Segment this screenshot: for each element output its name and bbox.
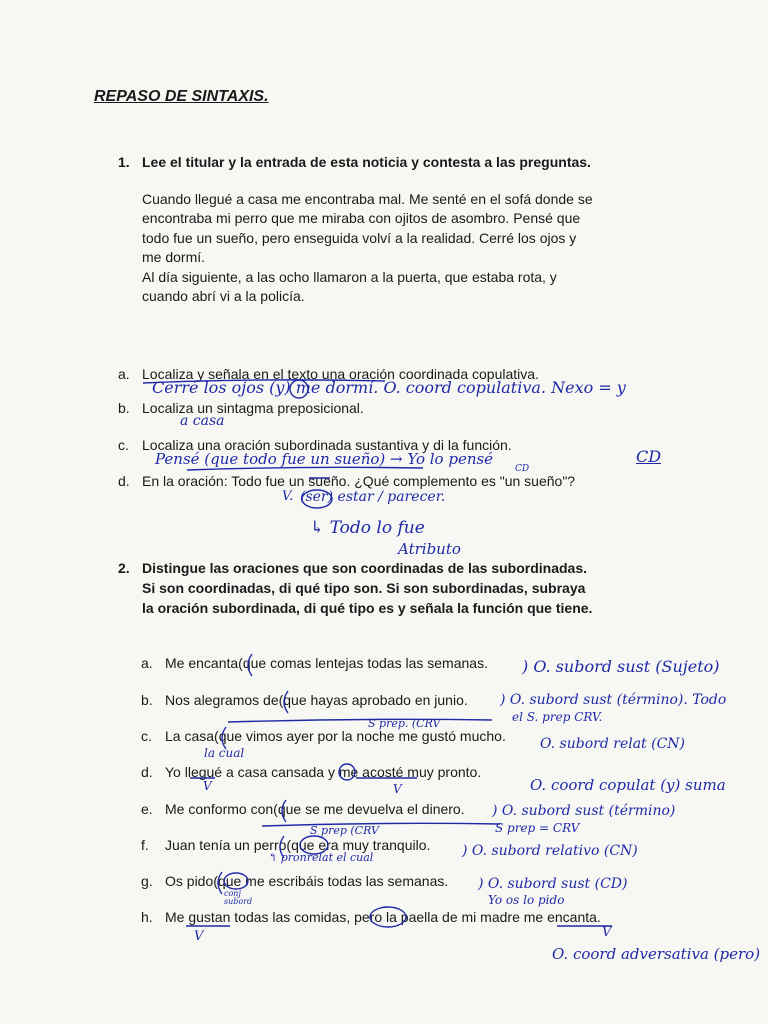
handwritten-answer: V <box>602 925 612 940</box>
paragraph-line: Cuando llegué a casa me encontraba mal. Me senté en el sofá donde se <box>142 191 593 207</box>
question-number: 1. <box>118 154 130 170</box>
page-title: REPASO DE SINTAXIS. <box>94 88 269 105</box>
handwritten-answer: ↳ Todo lo fue <box>310 518 425 538</box>
item-label: h. <box>141 909 153 925</box>
handwritten-answer: el S. prep CRV. <box>512 710 603 724</box>
handwritten-answer: ) O. subord relativo (CN) <box>462 843 638 859</box>
underline-mark <box>228 719 492 722</box>
handwritten-answer: ) O. subord sust (CD) <box>478 876 628 892</box>
handwritten-answer: S prep = CRV <box>495 821 580 835</box>
item-label: f. <box>141 837 149 853</box>
item-text: Localiza una oración subordinada sustantiva y di la función. <box>142 437 512 453</box>
handwritten-answer: S prep (CRV <box>310 824 379 837</box>
item-label: g. <box>141 873 153 889</box>
handwritten-answer: a casa <box>180 413 225 429</box>
handwritten-answer: conj subord <box>224 889 253 906</box>
item-text: Me gustan todas las comidas, pero la paella de mi madre me encanta. <box>165 909 601 925</box>
handwritten-answer: ) O. subord sust (término). Todo <box>500 692 727 708</box>
item-text: En la oración: Todo fue un sueño. ¿Qué complemento es "un sueño"? <box>142 473 576 489</box>
item-text: Nos alegramos de(que hayas aprobado en junio. <box>165 692 468 708</box>
question-number: 2. <box>118 560 130 576</box>
handwritten-answer: Cerré los ojos (y) me dormí. O. coord copulativa. Nexo = y <box>152 378 626 397</box>
item-text: La casa(que vimos ayer por la noche me gustó mucho. <box>165 728 506 744</box>
handwritten-answer: V <box>393 782 402 796</box>
handwritten-answer: Yo os lo pido <box>488 893 565 907</box>
handwritten-answer: (ser) estar / parecer. <box>300 489 446 505</box>
handwritten-answer: CD <box>636 447 662 466</box>
paragraph-line: encontraba mi perro que me miraba con ojitos de asombro. Pensé que <box>142 210 581 227</box>
item-label: c. <box>118 437 129 453</box>
item-label: d. <box>141 764 153 780</box>
item-text: Localiza un sintagma preposicional. <box>142 400 364 416</box>
underline-mark <box>262 823 500 826</box>
handwritten-answer: O. coord copulat (y) suma <box>530 776 726 794</box>
item-text: Localiza y señala en el texto una oración coordinada copulativa. <box>142 366 539 382</box>
paragraph-line: cuando abrí vi a la policía. <box>142 288 305 305</box>
handwritten-answer: V <box>203 779 212 793</box>
item-text: Me encanta(que comas lentejas todas las semanas. <box>165 655 488 671</box>
question-text-line: Distingue las oraciones que son coordinadas de las subordinadas. <box>142 560 587 576</box>
handwritten-answer: V. <box>282 489 294 504</box>
paragraph-line: todo fue un sueño, pero enseguida volví a la realidad. Cerré los ojos y <box>142 229 577 246</box>
news-paragraph <box>142 190 662 306</box>
item-label: b. <box>141 692 153 708</box>
item-text: Juan tenía un perro(que era muy tranquilo. <box>165 837 431 853</box>
question-text-line: Si son coordinadas, di qué tipo son. Si son subordinadas, subraya <box>142 580 586 596</box>
handwritten-answer: ) O. subord sust (Sujeto) <box>522 657 720 676</box>
handwritten-answer: O. subord relat (CN) <box>540 736 686 752</box>
item-label: b. <box>118 400 130 416</box>
handwritten-answer: Atributo <box>398 540 461 558</box>
question-text: Lee el titular y la entrada de esta noticia y contesta a las preguntas. <box>142 154 591 170</box>
item-label: a. <box>141 655 153 671</box>
handwritten-answer: ) O. subord sust (término) <box>492 803 676 819</box>
handwritten-answer: ↰ pronrelat el cual <box>268 851 374 864</box>
handwritten-answer: S prep. (CRV <box>368 717 441 730</box>
paragraph-line: me dormí. <box>142 249 206 266</box>
item-label: a. <box>118 366 130 382</box>
item-text: Os pido(que me escribáis todas las semanas. <box>165 873 449 889</box>
item-label: c. <box>141 728 152 744</box>
handwritten-answer: O. coord adversativa (pero) <box>552 945 761 963</box>
item-text: Yo llegué a casa cansada y me acosté muy pronto. <box>165 764 482 780</box>
question-text-line: la oración subordinada, di qué tipo es y señala la función que tiene. <box>142 600 593 616</box>
item-text: Me conformo con(que se me devuelva el dinero. <box>165 801 465 817</box>
paragraph-line: Al día siguiente, a las ocho llamaron a la puerta, que estaba rota, y <box>142 268 557 285</box>
handwritten-answer: Pensé (que todo fue un sueño) → Yo lo pensé <box>155 450 494 468</box>
item-label: e. <box>141 801 153 817</box>
handwritten-answer: CD <box>515 464 530 474</box>
handwritten-answer: la cual <box>204 746 245 760</box>
item-label: d. <box>118 473 130 489</box>
handwritten-answer: V <box>194 929 204 944</box>
